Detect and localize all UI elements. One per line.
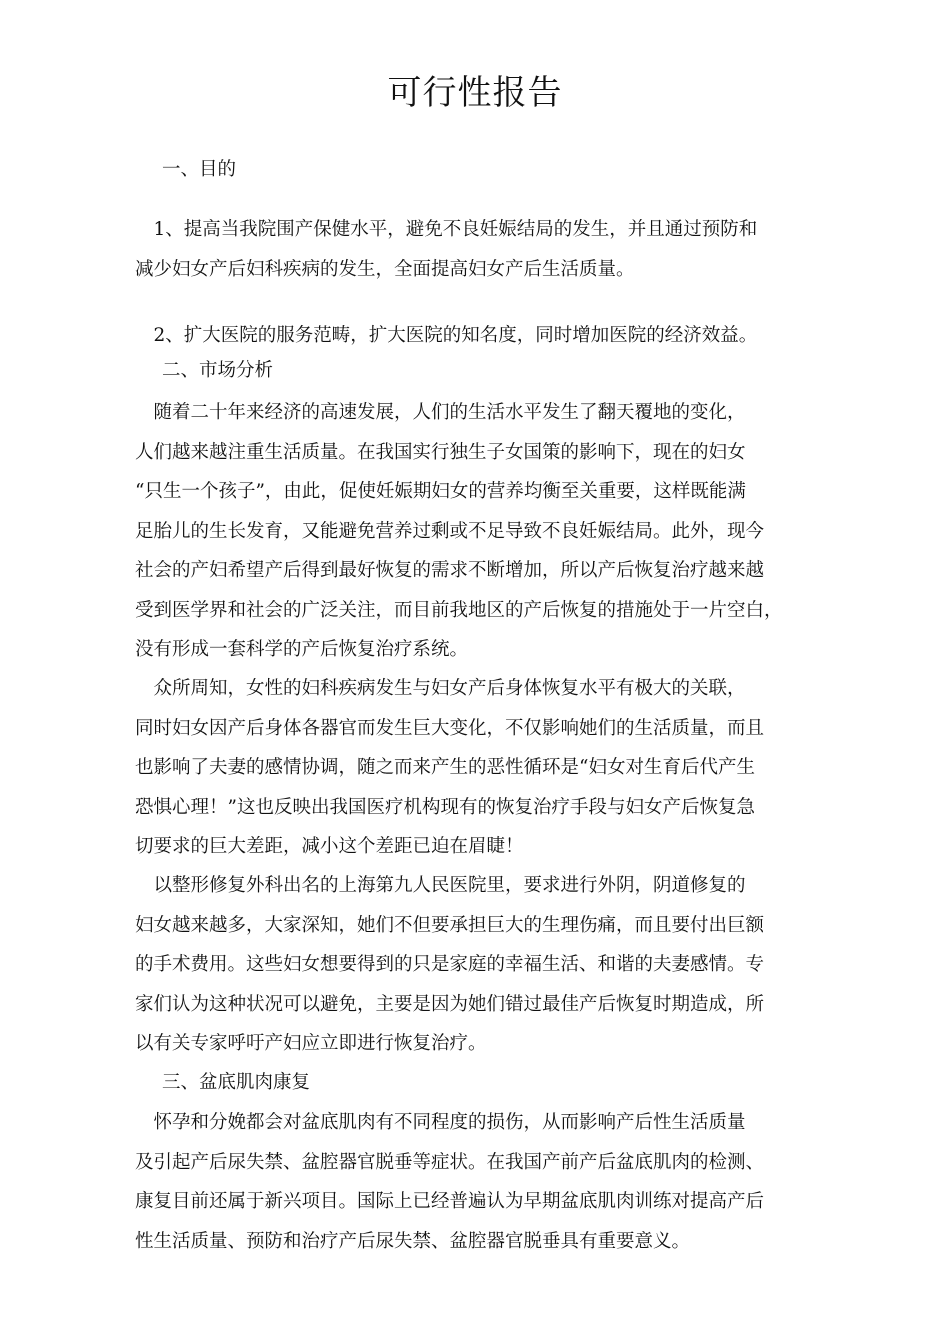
paragraph-line: 减少妇女产后妇科疾病的发生，全面提高妇女产后生活质量。 bbox=[135, 258, 635, 280]
paragraph-market-2 bbox=[135, 669, 835, 867]
paragraph-line: 切要求的巨大差距，减小这个差距已迫在眉睫！ bbox=[135, 836, 524, 857]
paragraph-purpose-2 bbox=[135, 316, 835, 356]
section-heading-purpose: 一、目的 bbox=[162, 159, 237, 180]
paragraph-line: 恐惧心理！”这也反映出我国医疗机构现有的恢复治疗手段与妇女产后恢复急 bbox=[135, 796, 755, 818]
paragraph-line: 以整形修复外科出名的上海第九人民医院里，要求进行外阴，阴道修复的 bbox=[135, 875, 746, 896]
paragraph-line: 康复目前还属于新兴项目。国际上已经普遍认为早期盆底肌肉训练对提高产后 bbox=[135, 1191, 765, 1212]
paragraph-line: 受到医学界和社会的广泛关注，而目前我地区的产后恢复的措施处于一片空白， bbox=[135, 599, 783, 621]
paragraph-line: 1、提高当我院围产保健水平，避免不良妊娠结局的发生，并且通过预防和 bbox=[135, 219, 758, 240]
paragraph-line: 同时妇女因产后身体各器官而发生巨大变化，不仅影响她们的生活质量，而且 bbox=[135, 717, 765, 739]
paragraph-market-1 bbox=[135, 393, 835, 670]
document-title: 可行性报告 bbox=[387, 73, 563, 113]
paragraph-line: 及引起产后尿失禁、盆腔器官脱垂等症状。在我国产前产后盆底肌肉的检测、 bbox=[135, 1151, 765, 1173]
paragraph-line: 妇女越来越多，大家深知，她们不但要承担巨大的生理伤痛，而且要付出巨额 bbox=[135, 914, 765, 936]
section-heading-pelvic-floor: 三、盆底肌肉康复 bbox=[162, 1072, 311, 1093]
paragraph-line: 也影响了夫妻的感情协调，随之而来产生的恶性循环是“妇女对生育后代产生 bbox=[135, 757, 755, 778]
paragraph-market-3 bbox=[135, 866, 835, 1064]
paragraph-line: “只生一个孩子”，由此，促使妊娠期妇女的营养均衡至关重要，这样既能满 bbox=[135, 481, 746, 502]
paragraph-line: 怀孕和分娩都会对盆底肌肉有不同程度的损伤，从而影响产后性生活质量 bbox=[135, 1112, 746, 1133]
paragraph-purpose-1 bbox=[135, 210, 835, 289]
paragraph-line: 足胎儿的生长发育，又能避免营养过剩或不足导致不良妊娠结局。此外，现今 bbox=[135, 520, 765, 542]
paragraph-line: 众所周知，女性的妇科疾病发生与妇女产后身体恢复水平有极大的关联， bbox=[135, 678, 746, 699]
paragraph-line: 社会的产妇希望产后得到最好恢复的需求不断增加，所以产后恢复治疗越来越 bbox=[135, 560, 765, 581]
paragraph-line: 随着二十年来经济的高速发展，人们的生活水平发生了翻天覆地的变化， bbox=[135, 402, 746, 423]
paragraph-line: 没有形成一套科学的产后恢复治疗系统。 bbox=[135, 639, 469, 660]
section-heading-market-analysis: 二、市场分析 bbox=[162, 360, 274, 381]
paragraph-line: 的手术费用。这些妇女想要得到的只是家庭的幸福生活、和谐的夫妻感情。专 bbox=[135, 954, 765, 975]
paragraph-pelvic-floor-1 bbox=[135, 1103, 835, 1261]
paragraph-line: 2、扩大医院的服务范畴，扩大医院的知名度，同时增加医院的经济效益。 bbox=[135, 325, 758, 346]
paragraph-line: 人们越来越注重生活质量。在我国实行独生子女国策的影响下，现在的妇女 bbox=[135, 441, 746, 463]
paragraph-line: 以有关专家呼吁产妇应立即进行恢复治疗。 bbox=[135, 1033, 487, 1054]
paragraph-line: 性生活质量、预防和治疗产后尿失禁、盆腔器官脱垂具有重要意义。 bbox=[135, 1230, 691, 1252]
paragraph-line: 家们认为这种状况可以避免，主要是因为她们错过最佳产后恢复时期造成，所 bbox=[135, 993, 765, 1015]
